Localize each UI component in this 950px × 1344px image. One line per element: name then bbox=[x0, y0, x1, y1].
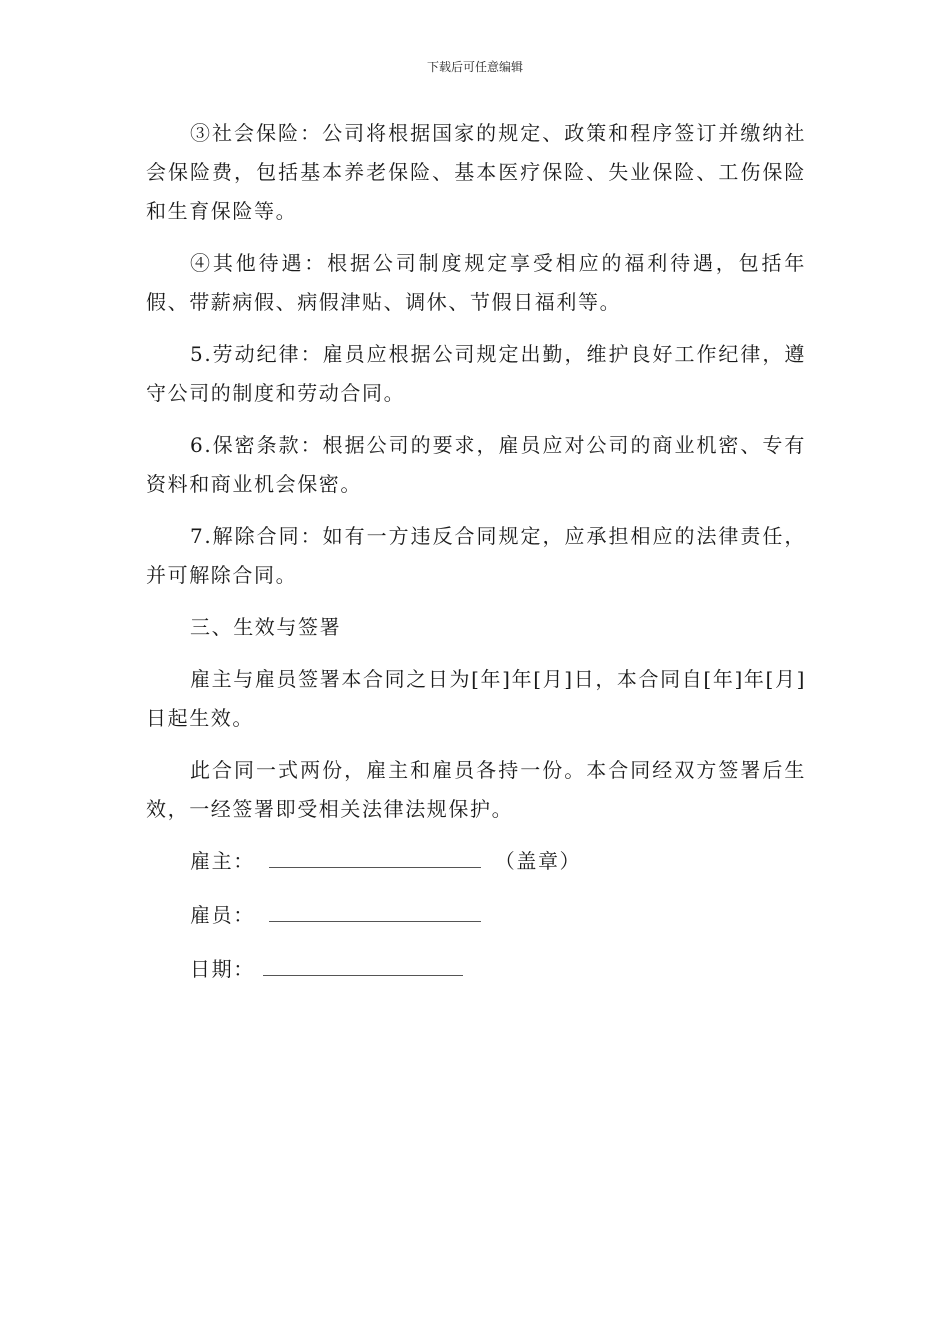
section-heading-effect-signing: 三、生效与签署 bbox=[190, 615, 342, 639]
employer-signature-line bbox=[269, 843, 481, 868]
paragraph-social-insurance: ③社会保险：公司将根据国家的规定、政策和程序签订并缴纳社会保险费，包括基本养老保险、基本医疗保险、失业保险、工伤保险和生育保险等。 bbox=[146, 121, 806, 223]
paragraph-confidentiality: 6.保密条款：根据公司的要求，雇员应对公司的商业机密、专有资料和商业机会保密。 bbox=[146, 433, 806, 496]
employer-seal-note: （盖章） bbox=[494, 849, 582, 873]
paragraph-effective-date: 雇主与雇员签署本合同之日为[年]年[月]日，本合同自[年]年[月]日起生效。 bbox=[146, 667, 806, 730]
employee-label: 雇员： bbox=[190, 903, 255, 927]
date-signature-line bbox=[263, 951, 463, 976]
paragraph-copies: 此合同一式两份，雇主和雇员各持一份。本合同经双方签署后生效，一经签署即受相关法律法规保护。 bbox=[146, 758, 806, 821]
date-signature-row bbox=[146, 950, 806, 989]
paragraph-other-benefits: ④其他待遇：根据公司制度规定享受相应的福利待遇，包括年假、带薪病假、病假津贴、调休、节假日福利等。 bbox=[146, 251, 806, 314]
date-label: 日期： bbox=[190, 957, 255, 981]
document-body bbox=[146, 114, 806, 1004]
page-header: 下载后可任意编辑 bbox=[426, 60, 523, 74]
paragraph-labor-discipline: 5.劳动纪律：雇员应根据公司规定出勤，维护良好工作纪律，遵守公司的制度和劳动合同。 bbox=[146, 342, 806, 405]
paragraph-termination: 7.解除合同：如有一方违反合同规定，应承担相应的法律责任，并可解除合同。 bbox=[146, 524, 806, 587]
employer-label: 雇主： bbox=[190, 849, 255, 873]
employer-signature-row bbox=[146, 842, 806, 881]
employee-signature-row bbox=[146, 896, 806, 935]
employee-signature-line bbox=[269, 897, 481, 922]
